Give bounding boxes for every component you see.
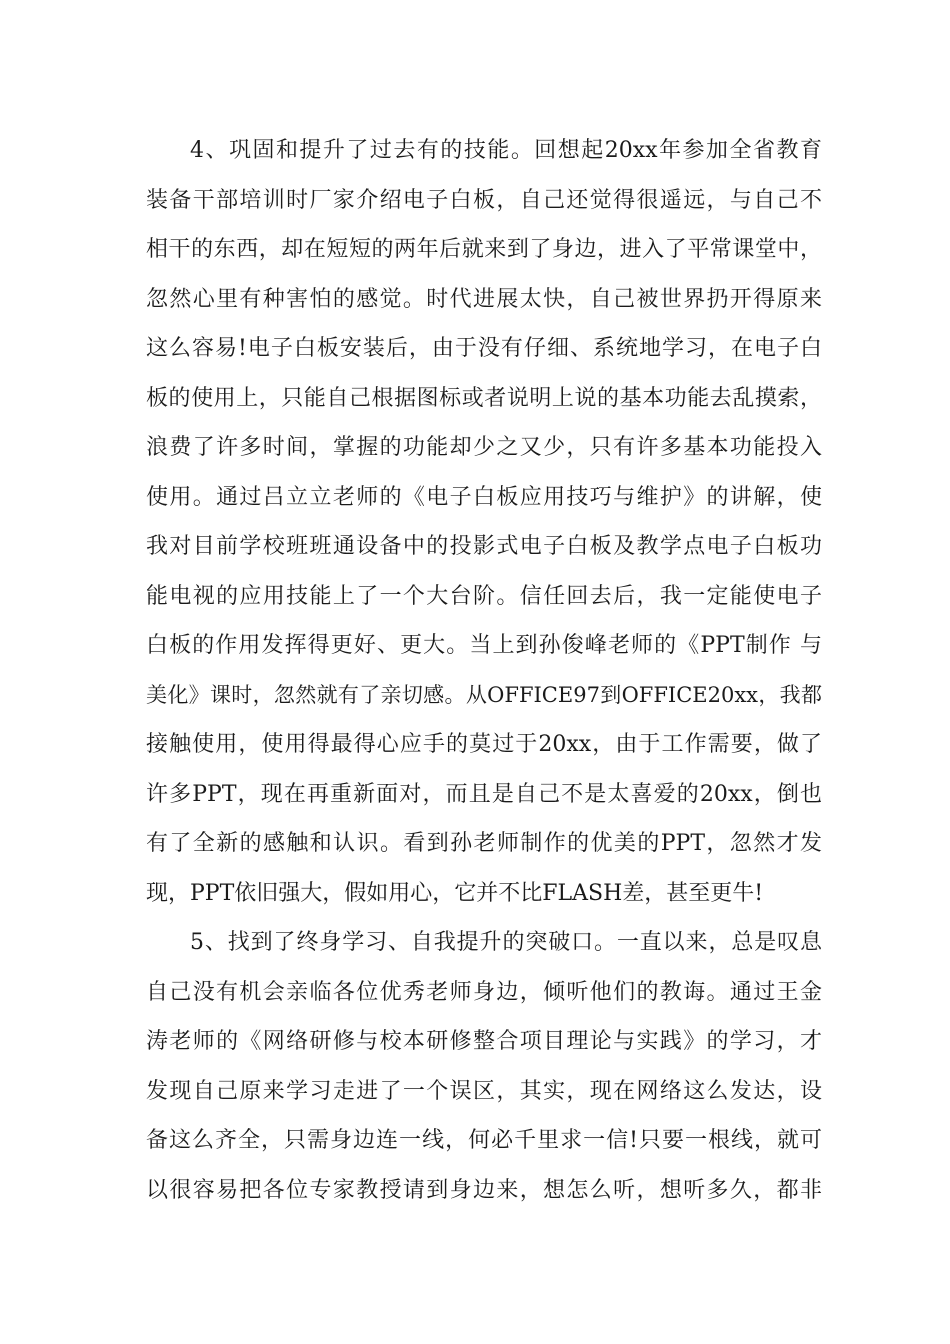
text-line: 接触使用，使用得最得心应手的莫过于20xx，由于工作需要，做了 <box>146 732 822 757</box>
text-line: 相干的东西，却在短短的两年后就来到了身边，进入了平常课堂中， <box>146 237 822 262</box>
text-line: 自己没有机会亲临各位优秀老师身边，倾听他们的教诲。通过王金 <box>146 979 822 1005</box>
text-line: 4、巩固和提升了过去有的技能。回想起20xx年参加全省教育 <box>190 138 822 163</box>
paragraph-5 <box>146 918 822 1215</box>
text-line: 装备干部培训时厂家介绍电子白板，自己还觉得很遥远，与自己不 <box>146 187 822 213</box>
text-line: 美化》课时，忽然就有了亲切感。从OFFICE97到OFFICE20xx，我都 <box>146 682 822 707</box>
text-line: 许多PPT，现在再重新面对，而且是自己不是太喜爱的20xx，倒也 <box>146 781 822 807</box>
text-line: 备这么齐全，只需身边连一线，何必千里求一信!只要一根线，就可 <box>146 1128 822 1153</box>
text-line: 有了全新的感触和认识。看到孙老师制作的优美的PPT，忽然才发 <box>146 831 822 856</box>
text-line: 发现自己原来学习走进了一个误区，其实，现在网络这么发达，设 <box>146 1078 822 1104</box>
text-line: 这么容易!电子白板安装后，由于没有仔细、系统地学习，在电子白 <box>146 336 822 361</box>
text-line: 能电视的应用技能上了一个大台阶。信任回去后，我一定能使电子 <box>146 583 822 609</box>
text-line: 白板的作用发挥得更好、更大。当上到孙俊峰老师的《PPT制作 与 <box>146 633 822 658</box>
text-line: 现，PPT依旧强大，假如用心，它并不比FLASH差，甚至更牛! <box>146 880 764 906</box>
text-line: 浪费了许多时间，掌握的功能却少之又少，只有许多基本功能投入 <box>146 435 822 460</box>
paragraph-4 <box>146 126 822 918</box>
text-line: 忽然心里有种害怕的感觉。时代进展太快，自己被世界扔开得原来 <box>146 286 822 312</box>
text-line: 以很容易把各位专家教授请到身边来，想怎么听，想听多久，都非 <box>146 1177 822 1203</box>
text-line: 我对目前学校班班通设备中的投影式电子白板及教学点电子白板功 <box>146 534 822 559</box>
document-body <box>146 126 822 1215</box>
text-line: 使用。通过吕立立老师的《电子白板应用技巧与维护》的讲解，使 <box>146 484 822 510</box>
text-line: 板的使用上，只能自己根据图标或者说明上说的基本功能去乱摸索， <box>146 385 822 411</box>
text-line: 涛老师的《网络研修与校本研修整合项目理论与实践》的学习，才 <box>146 1029 822 1054</box>
text-line: 5、找到了终身学习、自我提升的突破口。一直以来，总是叹息 <box>190 930 822 955</box>
